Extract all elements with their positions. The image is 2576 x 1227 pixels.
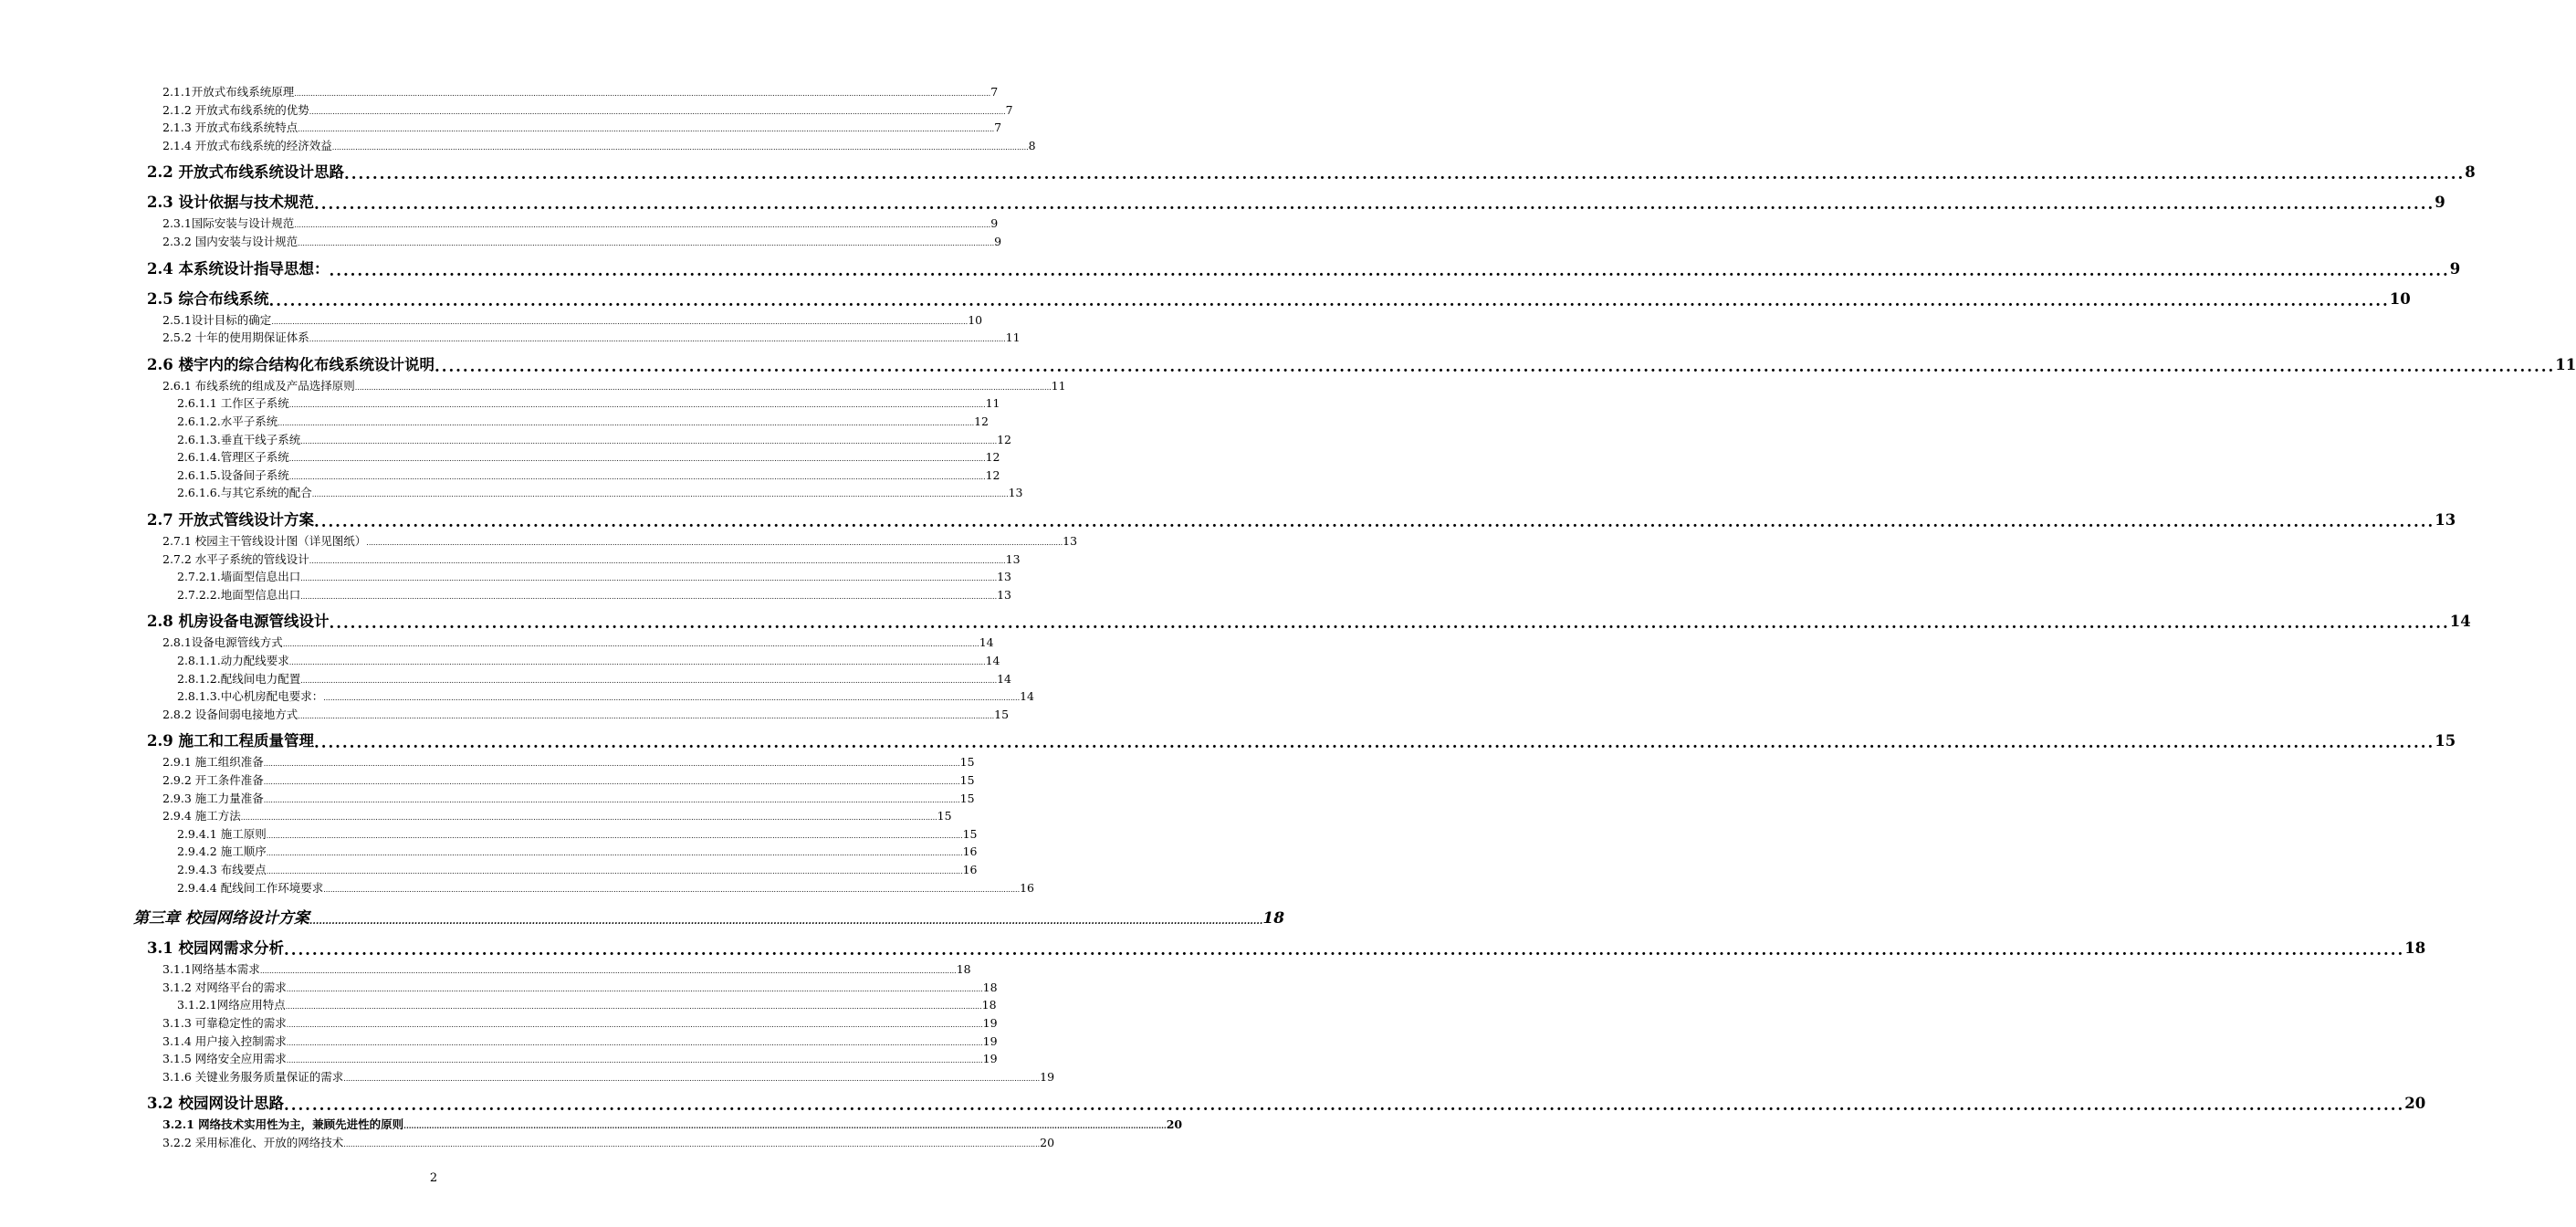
toc-dot-leader: ............................................................................................................................................................................................................................................................................................................ — [300, 574, 998, 582]
toc-entry[interactable] — [162, 329, 1021, 346]
toc-entry[interactable] — [162, 771, 975, 789]
toc-entry-title: 2.9.3 施工力量准备 — [162, 792, 264, 805]
toc-entry-page: 16 — [962, 863, 978, 876]
toc-dot-leader: ............................................................................................................................................................................................................................................................................................................ — [354, 383, 1052, 392]
toc-entry[interactable] — [177, 394, 1000, 412]
toc-entry[interactable] — [177, 431, 1012, 448]
toc-entry-title: 2.6.1.4.管理区子系统 — [177, 450, 289, 464]
toc-entry-title: 2.1.3 开放式布线系统特点 — [162, 121, 298, 134]
toc-dot-leader: ............................................................................................................................................................................................................................................................................................................ — [309, 557, 1006, 565]
toc-dot-leader: ............................................................................................................................................................................................................................................................................................................ — [343, 1140, 1041, 1148]
toc-entry-page: 13 — [997, 570, 1012, 583]
toc-entry-page: 10 — [968, 313, 983, 327]
toc-dot-leader: ............................................................................................................................................................................................................................................................................................................ — [285, 1002, 982, 1011]
toc-dot-leader: ............................................................................................................................................................................................................................................................................................................ — [283, 941, 2405, 959]
toc-entry-page: 13 — [1008, 486, 1023, 499]
toc-entry[interactable] — [147, 191, 2445, 215]
toc-entry-title: 2.5 综合布线系统 — [147, 290, 269, 308]
toc-entry-page: 15 — [962, 827, 978, 841]
toc-dot-leader: ............................................................................................................................................................................................................................................................................................................ — [283, 1096, 2405, 1114]
toc-entry[interactable] — [162, 1116, 1183, 1133]
toc-entry-page: 9 — [2435, 194, 2445, 211]
toc-entry-title: 2.6 楼宇内的综合结构化布线系统设计说明 — [147, 356, 435, 373]
toc-dot-leader: ............................................................................................................................................................................................................................................................................................................ — [309, 335, 1006, 343]
toc-entry-page: 15 — [2435, 732, 2456, 750]
toc-entry-page: 14 — [2449, 613, 2471, 630]
toc-entry-title: 2.6.1.3.垂直干线子系统 — [177, 433, 301, 446]
toc-entry-title: 2.5.2 十年的使用期保证体系 — [162, 330, 309, 344]
toc-dot-leader: ............................................................................................................................................................................................................................................................................................................ — [286, 1021, 983, 1029]
toc-entry-page: 8 — [1028, 139, 1036, 152]
toc-entry[interactable] — [162, 960, 971, 978]
toc-dot-leader: ............................................................................................................................................................................................................................................................................................................ — [313, 195, 2435, 213]
toc-entry-title: 2.8.1设备电源管线方式 — [162, 635, 283, 649]
toc-entry-title: 2.6.1.5.设备间子系统 — [177, 468, 289, 482]
toc-entry-title: 3.2.1 网络技术实用性为主，兼顾先进性的原则 — [162, 1117, 404, 1131]
toc-dot-leader: ............................................................................................................................................................................................................................................................................................................ — [277, 419, 975, 427]
toc-entry-title: 3.1.5 网络安全应用需求 — [162, 1052, 287, 1065]
toc-dot-leader: ............................................................................................................................................................................................................................................................................................................ — [300, 593, 998, 601]
toc-entry-page: 13 — [1063, 534, 1078, 548]
toc-entry-page: 13 — [997, 588, 1012, 602]
toc-entry-page: 11 — [1005, 330, 1021, 344]
toc-dot-leader: ............................................................................................................................................................................................................................................................................................................ — [266, 867, 963, 876]
toc-dot-leader: ............................................................................................................................................................................................................................................................................................................ — [288, 401, 986, 409]
toc-entry-title: 2.8.2 设备间弱电接地方式 — [162, 708, 298, 721]
toc-dot-leader: ............................................................................................................................................................................................................................................................................................................ — [266, 849, 963, 857]
toc-entry-page: 14 — [985, 654, 1000, 667]
toc-entry-title: 3.1.1网络基本需求 — [162, 962, 260, 976]
toc-entry-title: 2.3 设计依据与技术规范 — [147, 194, 314, 211]
toc-entry-page: 13 — [1005, 552, 1021, 566]
toc-entry[interactable] — [177, 843, 978, 860]
toc-entry-title: 3.1.3 可靠稳定性的需求 — [162, 1016, 287, 1030]
toc-entry[interactable] — [162, 807, 952, 824]
toc-entry-title: 3.1.6 关键业务服务质量保证的需求 — [162, 1070, 344, 1084]
toc-entry-page: 16 — [962, 844, 978, 858]
toc-entry-page: 19 — [982, 1034, 998, 1048]
toc-entry-title: 2.7 开放式管线设计方案 — [147, 511, 314, 529]
toc-entry[interactable] — [162, 1134, 1055, 1151]
toc-dot-leader: ............................................................................................................................................................................................................................................................................................................ — [300, 437, 998, 446]
toc-entry[interactable] — [162, 1068, 1055, 1085]
toc-entry-page: 14 — [979, 635, 994, 649]
toc-dot-leader: ............................................................................................................................................................................................................................................................................................................ — [259, 967, 957, 975]
toc-entry[interactable] — [147, 509, 2456, 532]
toc-dot-leader: ............................................................................................................................................................................................................................................................................................................ — [329, 262, 2450, 279]
toc-entry[interactable] — [177, 484, 1023, 501]
toc-dot-leader: ............................................................................................................................................................................................................................................................................................................ — [309, 917, 1263, 927]
toc-dot-leader: ............................................................................................................................................................................................................................................................................................................ — [329, 614, 2450, 632]
toc-entry-title: 2.1.2 开放式布线系统的优势 — [162, 103, 309, 117]
toc-entry[interactable] — [133, 907, 1285, 930]
toc-entry[interactable] — [162, 979, 998, 996]
toc-entry[interactable] — [177, 687, 1035, 705]
toc-entry[interactable] — [162, 101, 1013, 119]
toc-entry-page: 14 — [997, 672, 1012, 686]
toc-entry-page: 19 — [982, 1052, 998, 1065]
toc-dot-leader: ............................................................................................................................................................................................................................................................................................................ — [240, 813, 937, 822]
toc-dot-leader: ............................................................................................................................................................................................................................................................................................................ — [286, 985, 983, 993]
toc-dot-leader: ............................................................................................................................................................................................................................................................................................................ — [288, 455, 986, 463]
toc-entry[interactable] — [147, 288, 2411, 311]
toc-dot-leader: ............................................................................................................................................................................................................................................................................................................ — [298, 125, 995, 133]
toc-dot-leader: ............................................................................................................................................................................................................................................................................................................ — [294, 221, 991, 229]
toc-entry-page: 18 — [981, 998, 997, 1012]
toc-entry[interactable] — [162, 706, 1010, 723]
toc-dot-leader: ............................................................................................................................................................................................................................................................................................................ — [366, 539, 1063, 547]
toc-dot-leader: ............................................................................................................................................................................................................................................................................................................ — [323, 694, 1021, 702]
toc-dot-leader: ............................................................................................................................................................................................................................................................................................................ — [263, 760, 960, 768]
toc-entry-page: 11 — [985, 396, 1000, 410]
toc-dot-leader: ............................................................................................................................................................................................................................................................................................................ — [343, 165, 2466, 183]
toc-entry-title: 2.6.1.1 工作区子系统 — [177, 396, 289, 410]
toc-entry[interactable] — [177, 586, 1012, 603]
toc-entry-title: 3.2 校园网设计思路 — [147, 1095, 284, 1112]
toc-entry[interactable] — [147, 257, 2461, 281]
toc-entry-page: 7 — [990, 85, 999, 99]
toc-entry[interactable] — [162, 119, 1002, 136]
toc-entry-title: 2.7.1 校园主干管线设计图（详见图纸） — [162, 534, 367, 548]
toc-dot-leader: ............................................................................................................................................................................................................................................................................................................ — [313, 513, 2435, 530]
toc-entry[interactable] — [177, 652, 1000, 669]
toc-entry-page: 18 — [956, 962, 971, 976]
toc-entry[interactable] — [162, 137, 1036, 154]
toc-entry[interactable] — [162, 377, 1066, 394]
toc-entry-page: 9 — [990, 216, 999, 230]
toc-entry-title: 2.7.2.1.墙面型信息出口 — [177, 570, 301, 583]
toc-entry-page: 16 — [1020, 881, 1035, 895]
toc-entry-page: 15 — [959, 773, 975, 787]
toc-dot-leader: ............................................................................................................................................................................................................................................................................................................ — [286, 1056, 983, 1064]
toc-entry[interactable] — [162, 1033, 998, 1050]
toc-entry-page: 15 — [937, 809, 952, 823]
toc-entry-title: 2.9.1 施工组织准备 — [162, 755, 264, 769]
toc-entry-title: 2.3.1国际安装与设计规范 — [162, 216, 295, 230]
toc-dot-leader: ............................................................................................................................................................................................................................................................................................................ — [311, 490, 1009, 498]
toc-entry[interactable] — [177, 467, 1000, 484]
toc-entry-title: 3.1.2 对网络平台的需求 — [162, 981, 287, 994]
toc-entry-page: 15 — [959, 792, 975, 805]
toc-entry-page: 12 — [985, 450, 1000, 464]
toc-entry-title: 3.1.4 用户接入控制需求 — [162, 1034, 287, 1048]
toc-entry-page: 20 — [2404, 1095, 2426, 1112]
toc-entry[interactable] — [177, 996, 997, 1013]
toc-dot-leader: ............................................................................................................................................................................................................................................................................................................ — [323, 886, 1021, 894]
toc-entry-title: 2.8.1.1.动力配线要求 — [177, 654, 289, 667]
toc-entry[interactable] — [162, 1050, 998, 1067]
toc-dot-leader: ............................................................................................................................................................................................................................................................................................................ — [282, 640, 979, 648]
toc-entry[interactable] — [177, 825, 978, 843]
toc-dot-leader: ............................................................................................................................................................................................................................................................................................................ — [294, 89, 991, 98]
toc-entry-page: 12 — [985, 468, 1000, 482]
toc-entry[interactable] — [177, 670, 1012, 687]
toc-entry-page: 20 — [1166, 1117, 1183, 1131]
toc-entry-title: 2.9.4 施工方法 — [162, 809, 241, 823]
toc-entry-title: 2.9.4.3 布线要点 — [177, 863, 267, 876]
toc-entry[interactable] — [177, 568, 1012, 585]
toc-dot-leader: ............................................................................................................................................................................................................................................................................................................ — [263, 778, 960, 786]
toc-entry[interactable] — [162, 1014, 998, 1032]
toc-entry-page: 11 — [2555, 356, 2576, 373]
toc-dot-leader: ............................................................................................................................................................................................................................................................................................................ — [343, 1075, 1041, 1083]
toc-entry[interactable] — [177, 861, 978, 878]
toc-entry-title: 2.8.1.3.中心机房配电要求： — [177, 689, 324, 703]
toc-entry[interactable] — [162, 790, 975, 807]
toc-entry-title: 2.7.2 水平子系统的管线设计 — [162, 552, 309, 566]
toc-entry[interactable] — [177, 879, 1035, 897]
toc-entry-title: 2.9.4.2 施工顺序 — [177, 844, 267, 858]
toc-dot-leader: ............................................................................................................................................................................................................................................................................................................ — [331, 143, 1029, 152]
toc-entry-page: 18 — [2404, 939, 2426, 957]
toc-dot-leader: ............................................................................................................................................................................................................................................................................................................ — [434, 358, 2556, 375]
toc-entry-title: 2.9.4.4 配线间工作环境要求 — [177, 881, 324, 895]
toc-entry-title: 2.9 施工和工程质量管理 — [147, 732, 314, 750]
toc-dot-leader: ............................................................................................................................................................................................................................................................................................................ — [268, 292, 2390, 309]
toc-dot-leader: ............................................................................................................................................................................................................................................................................................................ — [263, 796, 960, 804]
toc-entry-page: 18 — [982, 981, 998, 994]
toc-entry-title: 2.9.2 开工条件准备 — [162, 773, 264, 787]
toc-entry-page: 10 — [2389, 290, 2411, 308]
toc-entry-page: 12 — [997, 433, 1012, 446]
toc-entry[interactable] — [177, 448, 1000, 466]
toc-entry[interactable] — [147, 1092, 2426, 1116]
toc-entry[interactable] — [162, 551, 1021, 568]
toc-dot-leader: ............................................................................................................................................................................................................................................................................................................ — [288, 658, 986, 666]
toc-entry-title: 2.1.1开放式布线系统原理 — [162, 85, 295, 99]
toc-dot-leader: ............................................................................................................................................................................................................................................................................................................ — [298, 239, 995, 247]
toc-entry-title: 2.7.2.2.地面型信息出口 — [177, 588, 301, 602]
toc-entry-title: 3.1 校园网需求分析 — [147, 939, 284, 957]
toc-entry-page: 20 — [1040, 1136, 1055, 1149]
toc-dot-leader: ............................................................................................................................................................................................................................................................................................................ — [300, 676, 998, 685]
toc-entry-title: 2.2 开放式布线系统设计思路 — [147, 163, 344, 181]
toc-entry[interactable] — [162, 215, 999, 232]
toc-dot-leader: ............................................................................................................................................................................................................................................................................................................ — [271, 318, 969, 326]
toc-dot-leader: ............................................................................................................................................................................................................................................................................................................ — [403, 1121, 1167, 1130]
toc-entry[interactable] — [162, 634, 994, 651]
toc-entry-page: 12 — [974, 414, 990, 428]
toc-entry-page: 19 — [1040, 1070, 1055, 1084]
toc-entry-page: 8 — [2465, 163, 2476, 181]
toc-entry[interactable] — [147, 161, 2476, 184]
toc-entry-title: 2.1.4 开放式布线系统的经济效益 — [162, 139, 332, 152]
toc-entry-page: 13 — [2435, 511, 2456, 529]
toc-entry[interactable] — [147, 610, 2471, 634]
toc-entry-title: 3.1.2.1网络应用特点 — [177, 998, 286, 1012]
toc-entry[interactable] — [162, 83, 999, 100]
toc-entry-page: 18 — [1262, 909, 1285, 928]
toc-entry-page: 19 — [982, 1016, 998, 1030]
toc-dot-leader: ............................................................................................................................................................................................................................................................................................................ — [286, 1039, 983, 1047]
toc-entry[interactable] — [162, 233, 1002, 250]
toc-entry-title: 2.4 本系统设计指导思想： — [147, 260, 330, 278]
toc-entry-title: 2.3.2 国内安装与设计规范 — [162, 235, 298, 248]
toc-entry-title: 第三章 校园网络设计方案 — [133, 909, 309, 928]
page-number: 2 — [429, 1171, 438, 1185]
toc-dot-leader: ............................................................................................................................................................................................................................................................................................................ — [266, 832, 963, 840]
toc-entry[interactable] — [147, 937, 2426, 960]
toc-entry-page: 11 — [1051, 379, 1066, 393]
toc-entry-title: 2.6.1 布线系统的组成及产品选择原则 — [162, 379, 355, 393]
toc-entry-title: 2.5.1设计目标的确定 — [162, 313, 272, 327]
toc-entry[interactable] — [162, 532, 1078, 550]
toc-dot-leader: ............................................................................................................................................................................................................................................................................................................ — [313, 734, 2435, 751]
toc-entry-page: 15 — [994, 708, 1010, 721]
toc-dot-leader: ............................................................................................................................................................................................................................................................................................................ — [309, 108, 1006, 116]
toc-entry[interactable] — [162, 311, 983, 329]
toc-entry-page: 9 — [2449, 260, 2461, 278]
toc-entry-title: 3.2.2 采用标准化、开放的网络技术 — [162, 1136, 344, 1149]
toc-entry-title: 2.9.4.1 施工原则 — [177, 827, 267, 841]
toc-entry-title: 2.6.1.6.与其它系统的配合 — [177, 486, 312, 499]
toc-entry[interactable] — [147, 729, 2456, 753]
toc-entry[interactable] — [147, 353, 2576, 377]
toc-entry-page: 7 — [994, 121, 1002, 134]
toc-dot-leader: ............................................................................................................................................................................................................................................................................................................ — [288, 473, 986, 481]
toc-entry[interactable] — [177, 413, 990, 430]
toc-entry-page: 15 — [959, 755, 975, 769]
toc-entry-title: 2.6.1.2.水平子系统 — [177, 414, 278, 428]
toc-entry-title: 2.8 机房设备电源管线设计 — [147, 613, 330, 630]
toc-entry-page: 7 — [1005, 103, 1013, 117]
toc-entry-page: 9 — [994, 235, 1002, 248]
toc-dot-leader: ............................................................................................................................................................................................................................................................................................................ — [298, 712, 995, 720]
toc-entry-title: 2.8.1.2.配线间电力配置 — [177, 672, 301, 686]
toc-entry[interactable] — [162, 753, 975, 771]
toc-entry-page: 14 — [1020, 689, 1035, 703]
